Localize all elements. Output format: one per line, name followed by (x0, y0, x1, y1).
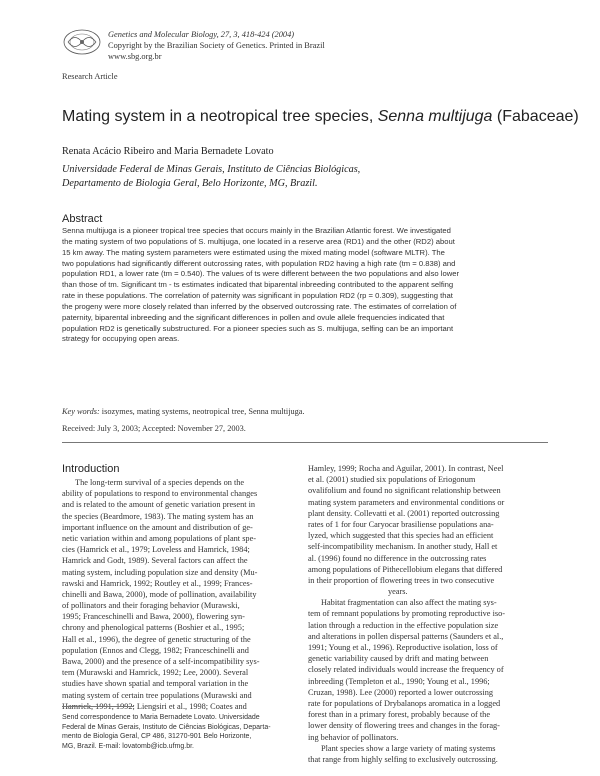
body-line: the species (Beardmore, 1983). The mating system has an (62, 511, 254, 521)
body-line: ovalifolium and found no significant relationship between (308, 486, 501, 496)
body-line: Hamley, 1999; Rocha and Aguilar, 2001). In contrast, Neel (308, 464, 504, 473)
title-prefix: Mating system in a neotropical tree species, (62, 108, 378, 125)
introduction-right-column (308, 463, 548, 765)
affiliation-line: Departamento de Biologia Geral, Belo Horizonte, MG, Brazil. (62, 178, 318, 189)
affiliation-line: Universidade Federal de Minas Gerais, Instituto de Ciências Biológicas, (62, 164, 361, 175)
body-line: lower density of flowering trees and changes in the forag- (308, 721, 500, 731)
journal-citation: Genetics and Molecular Biology, 27, 3, 418-424 (2004) (108, 30, 295, 39)
footnote-line: Federal de Minas Gerais, Instituto de Ciências Biológicas, Departa- (62, 723, 271, 731)
body-line: lyzed, which suggested that this species had an efficient (308, 531, 494, 541)
body-line: Cruzan, 1998). Lee (2000) reported a lower outcrossing (308, 687, 494, 697)
body-line: and is related to the amount of genetic variation present in (62, 500, 256, 510)
body-line: tem of remnant populations by promoting reproductive iso- (308, 609, 506, 619)
body-line: mating system, including population size and density (Mu- (62, 567, 258, 577)
journal-header (108, 29, 325, 62)
body-line: that range from highly selfing to exclusively outcrossing. (308, 754, 498, 764)
abstract-line: Senna multijuga is a pioneer tropical tree species that occurs mainly in the Brazilian Atlantic forest. We investigated (62, 226, 451, 235)
body-line: closely related individuals would increase the frequency of (308, 665, 504, 675)
introduction-heading: Introduction (62, 463, 120, 475)
article-type: Research Article (62, 72, 118, 81)
title-species: Senna multijuga (377, 108, 493, 125)
body-line: lation through a reduction in the effective population size (308, 620, 499, 630)
body-line: Habitat fragmentation can also affect the mating sys- (321, 598, 497, 608)
body-line: al. (1996) found no difference in the outcrossing rates (308, 553, 487, 563)
abstract-line: two populations had significantly different outcrossing rates, with population RD2 having a high rate (tm = 0.838) and (62, 258, 456, 268)
body-line: ability of populations to respond to environmental changes (62, 489, 258, 499)
footnote-line: MG, Brazil. E-mail: lovatomb@icb.ufmg.br. (62, 742, 194, 750)
body-line: important influence on the amount and distribution of ge- (62, 522, 253, 532)
abstract-line: than those of tm. Significant tm - ts estimates indicated that biparental inbreeding contributed to the apparent selfing (62, 280, 454, 290)
body-line: plant density. Collevatti et al. (2001) reported outcrossing (308, 508, 500, 518)
body-line: in their proportion of flowering trees in two consecutive (308, 575, 495, 585)
body-line: Hall et al., 1996), the degree of genetic structuring of the (62, 634, 251, 644)
body-line: cies (Hamrick et al., 1979; Loveless and Hamrick, 1984; (62, 545, 250, 555)
keywords (62, 407, 305, 416)
abstract-line: strategy for occupying open areas. (62, 334, 180, 344)
copyright-line: Copyright by the Brazilian Society of Genetics. Printed in Brazil (108, 41, 325, 50)
abstract-line: rate in these populations. The correlation of paternity was significant in population RD2 (rp = 0.309), suggesting that (62, 291, 453, 301)
body-line: The long-term survival of a species depends on the (75, 478, 245, 487)
body-line: among populations of Pithecellobium elegans that differed (308, 564, 503, 574)
body-line: Bawa, 2000) and the presence of a self-incompatibility sys- (62, 657, 260, 666)
body-line: of pollinators and their foraging behavior (Murawski, (62, 601, 240, 611)
body-line: 1995; Franceschinelli and Bawa, 2000), flowering syn- (62, 612, 245, 622)
introduction-left-column (62, 477, 297, 712)
body-line: years. (388, 587, 408, 597)
body-line: chrony and phenological patterns (Boshier et al., 1995; (62, 623, 245, 633)
body-line: Plant species show a large variety of mating systems (321, 743, 496, 753)
abstract-line: population RD1, a lower rate (tm = 0.540). The values of ts were different between the two populations and also lower (62, 269, 460, 279)
body-line: Hamrick and Godt, 1989). Several factors can affect the (62, 556, 248, 566)
body-line: netic variation within and among populations of plant spe- (62, 533, 257, 543)
footnote-line: Send correspondence to Maria Bernadete Lovato. Universidade (62, 714, 260, 721)
paper-title (62, 108, 579, 126)
body-line: inbreeding (Templeton et al., 1990; Young et al., 1996; (308, 676, 490, 686)
body-line: ing behavior of pollinators. (308, 732, 399, 742)
abstract-line: the mating system of two populations of S. multijuga, one located in a reserve area (RD1) and the other (RD2) about (62, 236, 455, 246)
body-line: and alterations in pollen dispersal patterns (Saunders et al., (308, 631, 504, 641)
abstract-line: population RD2 is genetically substructured. For a pioneer species such as S. multijuga, selfing can be an important (62, 323, 454, 333)
title-suffix: (Fabaceae) (492, 108, 579, 125)
abstract-body (62, 226, 547, 345)
body-line: 1991; Young et al., 1996). Reproductive isolation, loss of (308, 643, 498, 652)
received-dates: Received: July 3, 2003; Accepted: November 27, 2003. (62, 424, 246, 433)
body-line: studies have shown spatial and temporal variation in the (62, 679, 249, 689)
affiliation (62, 163, 360, 191)
abstract-heading: Abstract (62, 213, 103, 225)
author-list: Renata Acácio Ribeiro and Maria Bernadete Lovato (62, 146, 274, 157)
body-line: tem (Murawski and Hamrick, 1992; Lee, 2000). Several (62, 668, 249, 678)
footnote-divider (62, 706, 134, 707)
body-line: mating system parameters and environmental conditions or (308, 497, 505, 507)
correspondence-footnote (62, 713, 271, 751)
section-divider (62, 442, 548, 443)
body-line: population (Ennos and Clegg, 1982; Franceschinelli and (62, 645, 249, 655)
body-line: mating system of certain tree populations (Murawski and (62, 690, 252, 700)
body-line: rate for populations of Drybalanops aromatica in a logged (308, 698, 501, 708)
body-line: et al. (2001) studied six populations of Eriogonum (308, 475, 476, 485)
abstract-line: paternity, biparental inbreeding and the significant differences in pollen and ovule allele frequencies indicated that (62, 312, 445, 322)
journal-website: www.sbg.org.br (108, 52, 162, 61)
body-line: self-incompatibility mechanism. In another study, Hall et (308, 542, 498, 552)
society-logo-icon (62, 28, 102, 56)
keywords-value: isozymes, mating systems, neotropical tree, Senna multijuga. (101, 407, 305, 416)
abstract-line: 15 km away. The mating system parameters were estimated using the mixed mating model (software MLTR). The (62, 247, 445, 257)
keywords-label: Key words: (62, 407, 100, 416)
body-line: Hamrick, 1991, 1992; Liengsiri et al., 1998; Coates and (62, 701, 247, 711)
body-line: forest than in a primary forest, probably because of the (308, 710, 491, 720)
body-line: chinelli and Bawa, 2000), mode of pollination, availability (62, 589, 257, 599)
body-line: rawski and Hamrick, 1992; Routley et al., 1999; Frances- (62, 578, 253, 588)
body-line: rates of 1 for four Caryocar brasiliense populations ana- (308, 519, 494, 529)
abstract-line: the progeny were more closely related than inferred by the observed outcrossing rate. The estimates of correlation of (62, 301, 457, 311)
footnote-line: mento de Biologia Geral, CP 486, 31270-901 Belo Horizonte, (62, 733, 252, 741)
body-line: genetic variability caused by drift and mating between (308, 654, 489, 664)
